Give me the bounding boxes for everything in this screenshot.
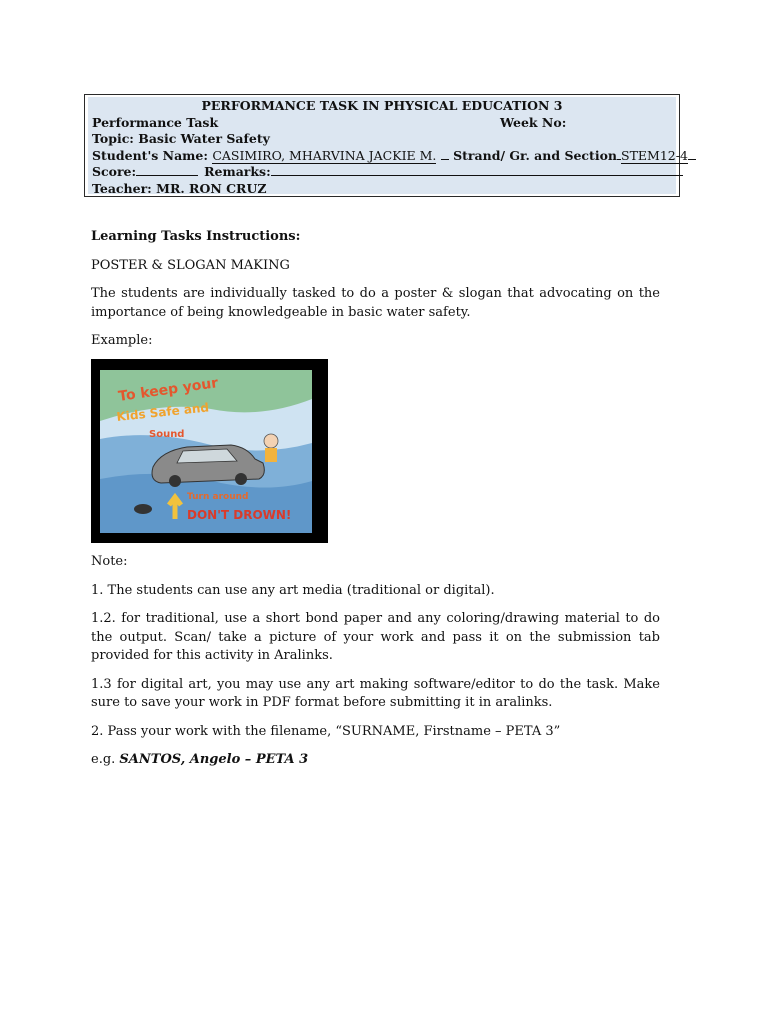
svg-text:Sound: Sound	[149, 429, 185, 440]
score-label: Score:	[92, 164, 137, 180]
header-box	[84, 94, 688, 197]
note-item-1: 1. The students can use any art media (traditional or digital).	[91, 582, 495, 598]
score-blank-line	[136, 164, 198, 176]
activity-title: POSTER & SLOGAN MAKING	[91, 257, 290, 273]
example-poster-image	[91, 359, 328, 543]
section-value: STEM12-4	[621, 147, 688, 163]
example-filename	[91, 751, 660, 770]
header-panel	[88, 97, 688, 196]
poster-top-text: To keep your	[117, 375, 220, 405]
strand-label: Strand/ Gr. and Section	[453, 147, 617, 163]
section-trail-line	[688, 148, 696, 160]
page-title: PERFORMANCE TASK IN PHYSICAL EDUCATION 3	[201, 98, 563, 113]
score-row	[92, 164, 672, 181]
task-label: Performance Task	[92, 114, 219, 130]
example-label: Example:	[91, 333, 153, 348]
poster-bottom-text: DON'T DROWN!	[187, 508, 292, 522]
remarks-blank-line	[271, 164, 683, 176]
week-label: Week No:	[500, 114, 567, 130]
svg-text:Turn around: Turn around	[187, 492, 249, 502]
notes-section	[91, 553, 660, 770]
student-name: CASIMIRO, MHARVINA JACKIE M.	[212, 147, 437, 163]
instructions-section	[91, 228, 660, 351]
remarks-label: Remarks:	[204, 164, 271, 180]
student-row	[92, 147, 688, 165]
task-description: The students are individually tasked to do a poster & slogan that advocating on the importance of being knowledgeable in basic water safety.	[91, 286, 660, 320]
note-item-1-2: 1.2. for traditional, use a short bond paper and any coloring/drawing material to do the output. Scan/ take a picture of your work and pass it on the submission tab provided for this activity in Aralinks.	[91, 611, 660, 663]
note-item-1-3: 1.3 for digital art, you may use any art making software/editor to do the task. Make sure to save your work in PDF format before submitting it in aralinks.	[91, 676, 660, 710]
teacher-row: Teacher: MR. RON CRUZ	[92, 180, 267, 196]
note-label: Note:	[91, 554, 128, 569]
example-filename-value: SANTOS, Angelo – PETA 3	[119, 752, 309, 767]
example-prefix: e.g.	[91, 752, 120, 767]
topic-row: Topic: Basic Water Safety	[92, 131, 270, 147]
svg-text:Kids Safe and: Kids Safe and	[115, 400, 210, 424]
instructions-heading: Learning Tasks Instructions:	[91, 229, 301, 244]
name-blank-line	[441, 148, 449, 160]
note-item-2: 2. Pass your work with the filename, “SURNAME, Firstname – PETA 3”	[91, 723, 561, 739]
student-label: Student's Name:	[92, 147, 208, 163]
task-row	[92, 115, 672, 132]
